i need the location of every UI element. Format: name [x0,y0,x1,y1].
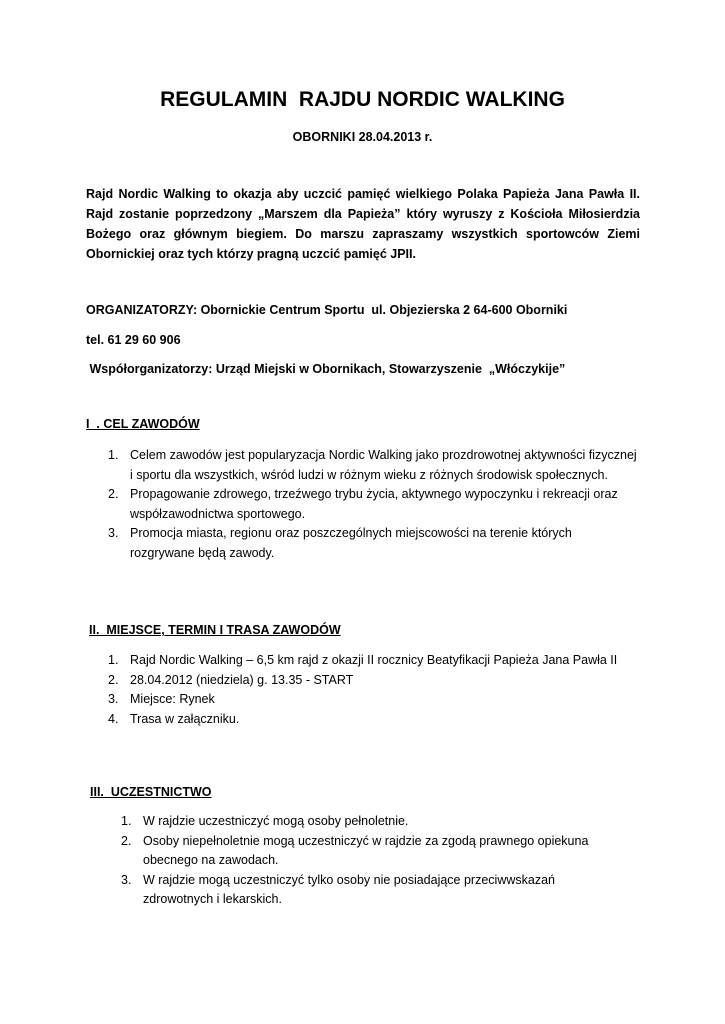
list-item: 3. Promocja miasta, regionu oraz poszczególnych miejscowości na terenie których rozgrywane będą zawody. [108,526,572,560]
list-item: 1. Rajd Nordic Walking – 6,5 km rajd z okazji II rocznicy Beatyfikacji Papieża Jana Pawła II [108,653,618,667]
list-item: 2. 28.04.2012 (niedziela) g. 13.35 - START [108,672,354,687]
section-heading-participation: III. UCZESTNICTWO [90,785,212,799]
document-subtitle: OBORNIKI 28.04.2013 r. [292,130,433,144]
organizers-line: ORGANIZATORZY: Obornickie Centrum Sportu ul. Objezierska 2 64-600 Oborniki [86,303,568,317]
list-item: 1. W rajdzie uczestniczyć mogą osoby pełnoletnie. [121,814,409,828]
list-item: 3. Miejsce: Rynek [108,692,215,706]
phone-line: tel. 61 29 60 906 [86,333,181,347]
participation-list [121,812,621,910]
intro-paragraph: Rajd Nordic Walking to okazja aby uczcić pamięć wielkiego Polaka Papieża Jana Pawła II. Rajd zostanie poprzedzony „Marszem dla Papieża” który wyruszy z Kościoła Miłosierdzia Bożego oraz głównym biegiem. Do marszu zapraszamy wszystkich sportowców Ziemi Obornickiej oraz tych którzy pragną uczcić pamięć JPII. [86,187,640,261]
list-item: 4. Trasa w załączniku. [108,711,240,726]
list-item: 2. Propagowanie zdrowego, trzeźwego trybu życia, aktywnego wypoczynku i rekreacji oraz współzawodnictwa sportowego. [108,487,618,521]
coorganizers-line: Współorganizatorzy: Urząd Miejski w Obornikach, Stowarzyszenie „Włóczykije” [86,362,566,376]
section-heading-place: II. MIEJSCE, TERMIN I TRASA ZAWODÓW [89,623,341,637]
goal-list [108,446,638,563]
section-heading-goal: I . CEL ZAWODÓW [86,417,200,431]
list-item: 3. W rajdzie mogą uczestniczyć tylko osoby nie posiadające przeciwwskazań zdrowotnych i lekarskich. [121,872,555,906]
place-list [108,651,643,729]
list-item: 2. Osoby niepełnoletnie mogą uczestniczyć w rajdzie za zgodą prawnego opiekuna obecnego na zawodach. [121,833,589,867]
list-item: 1. Celem zawodów jest popularyzacja Nordic Walking jako prozdrowotnej aktywności fizycznej i sportu dla wszystkich, wśród ludzi w różnym wieku z różnych środowisk społecznych. [108,448,637,482]
document-title: REGULAMIN RAJDU NORDIC WALKING [160,88,565,111]
